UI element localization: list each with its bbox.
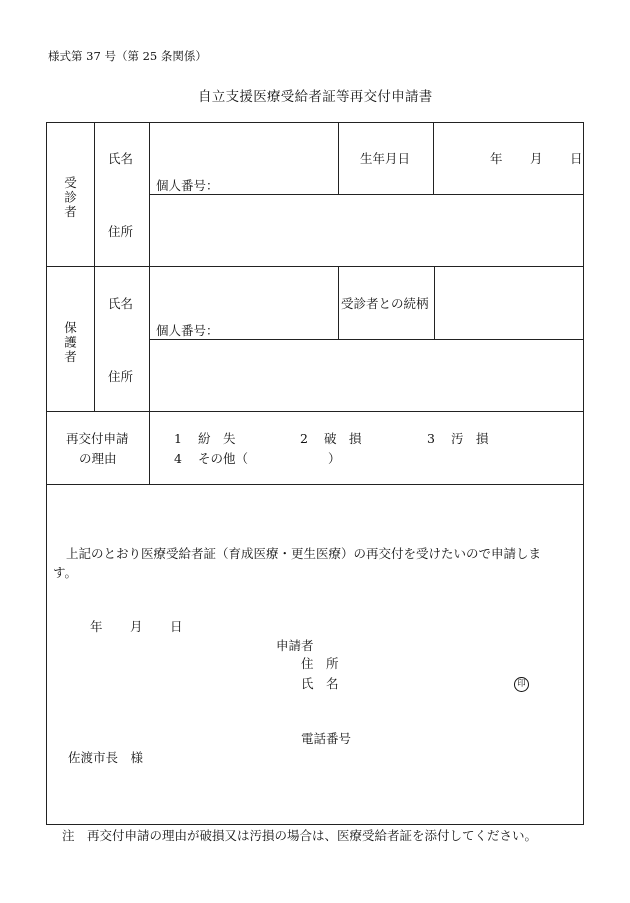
applicant-label: 申請者: [276, 638, 314, 653]
footnote: 注 再交付申請の理由が破損又は汚損の場合は、医療受給者証を添付してください。: [62, 828, 538, 843]
phone-label: 電話番号: [301, 731, 352, 746]
application-date-month: 月: [130, 619, 143, 634]
patient-name-field[interactable]: [151, 124, 336, 169]
patient-address-field[interactable]: [151, 196, 581, 264]
birthdate-label: 生年月日: [360, 151, 411, 166]
seal-icon: 印: [514, 677, 529, 692]
reason-option-label: その他（: [198, 451, 249, 466]
phone-field[interactable]: [360, 729, 560, 749]
patient-name-label: 氏名: [108, 151, 134, 166]
reason-other-field[interactable]: [265, 449, 325, 469]
reason-label-line1: 再交付申請: [66, 431, 129, 446]
application-date-year: 年: [90, 619, 103, 634]
guardian-personal-number-field[interactable]: [222, 317, 336, 337]
guardian-section-label: 保護者: [62, 321, 78, 365]
declaration-text-line1: 上記のとおり医療受給者証（育成医療・更生医療）の再交付を受けたいので申請しま: [66, 546, 542, 561]
applicant-address-label: 住 所: [301, 656, 339, 671]
reason-option-label: 破 損: [324, 431, 362, 446]
applicant-address-field[interactable]: [360, 654, 560, 674]
applicant-name-label: 氏 名: [301, 676, 339, 691]
guardian-address-field[interactable]: [151, 341, 581, 409]
reason-label-line2: の理由: [79, 451, 117, 466]
declaration-text-line2: す。: [53, 565, 78, 580]
guardian-personal-number-label: 個人番号：: [156, 323, 219, 338]
guardian-name-field[interactable]: [151, 268, 336, 313]
reason-option-label: 汚 損: [451, 431, 489, 446]
addressee: 佐渡市長 様: [68, 750, 144, 765]
relationship-field[interactable]: [436, 268, 581, 338]
reason-other-close-paren: ）: [328, 451, 341, 466]
reason-option-number: 4: [174, 451, 182, 466]
patient-address-label: 住所: [108, 224, 134, 239]
page-title: 自立支援医療受給者証等再交付申請書: [198, 89, 433, 105]
birthdate-day: 日: [570, 151, 583, 166]
guardian-address-label: 住所: [108, 369, 134, 384]
relationship-label: 受診者との続柄: [341, 296, 429, 311]
reason-option-number: 2: [300, 431, 308, 446]
patient-personal-number-field[interactable]: [222, 172, 336, 192]
reason-option-label: 紛 失: [198, 431, 236, 446]
reason-option-number: 1: [174, 431, 182, 446]
reason-option-number: 3: [427, 431, 435, 446]
guardian-name-label: 氏名: [108, 296, 134, 311]
birthdate-field[interactable]: [435, 124, 581, 192]
birthdate-month: 月: [530, 151, 543, 166]
form-number: 様式第 37 号（第 25 条関係）: [48, 49, 207, 63]
applicant-name-field[interactable]: [360, 674, 510, 694]
patient-personal-number-label: 個人番号：: [156, 178, 219, 193]
application-date-day: 日: [170, 619, 183, 634]
patient-section-label: 受診者: [62, 176, 78, 220]
birthdate-year: 年: [490, 151, 503, 166]
